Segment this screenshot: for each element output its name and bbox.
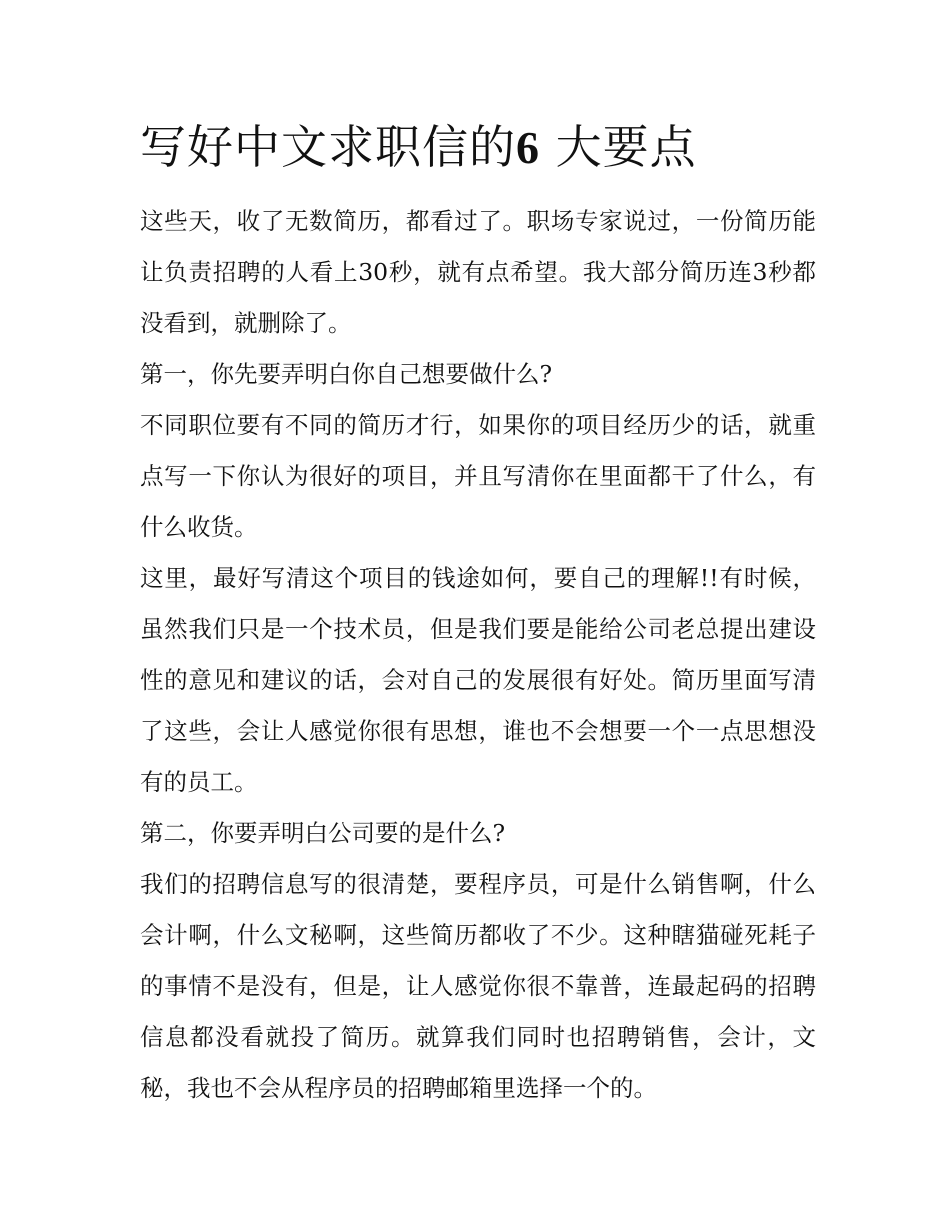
- paragraph-intro: 这些天，收了无数简历，都看过了。职场专家说过，一份简历能让负责招聘的人看上30秒，就有点希望。我大部分简历连3秒都没看到，就删除了。: [140, 207, 816, 337]
- paragraph-point-two-heading: 第二，你要弄明白公司要的是什么?: [140, 819, 506, 847]
- paragraph-point-one-body: 不同职位要有不同的简历才行，如果你的项目经历少的话，就重点写一下你认为很好的项目，并且写清你在里面都干了什么，有什么收货。: [140, 411, 816, 541]
- title-text-part2: 大要点: [555, 120, 697, 174]
- document-body: [140, 196, 816, 1114]
- title-text-part1: 写好中文求职信的: [140, 120, 516, 174]
- paragraph-point-one-detail: 这里，最好写清这个项目的钱途如何，要自己的理解!!有时候，虽然我们只是一个技术员，但是我们要是能给公司老总提出建设性的意见和建议的话，会对自己的发展很有好处。简历里面写清了这些，会让人感觉你很有思想，谁也不会想要一个一点思想没有的员工。: [140, 564, 816, 796]
- paragraph-point-one-heading: 第一，你先要弄明白你自己想要做什么?: [140, 360, 553, 388]
- title-number: 6: [516, 122, 540, 173]
- paragraph-point-two-body: 我们的招聘信息写的很清楚，要程序员，可是什么销售啊，什么会计啊，什么文秘啊，这些简历都收了不少。这种瞎猫碰死耗子的事情不是没有，但是，让人感觉你很不靠普，连最起码的招聘信息都没看就投了简历。就算我们同时也招聘销售，会计，文秘，我也不会从程序员的招聘邮箱里选择一个的。: [140, 870, 816, 1102]
- document-title: [140, 112, 816, 182]
- document-content: [140, 112, 816, 1114]
